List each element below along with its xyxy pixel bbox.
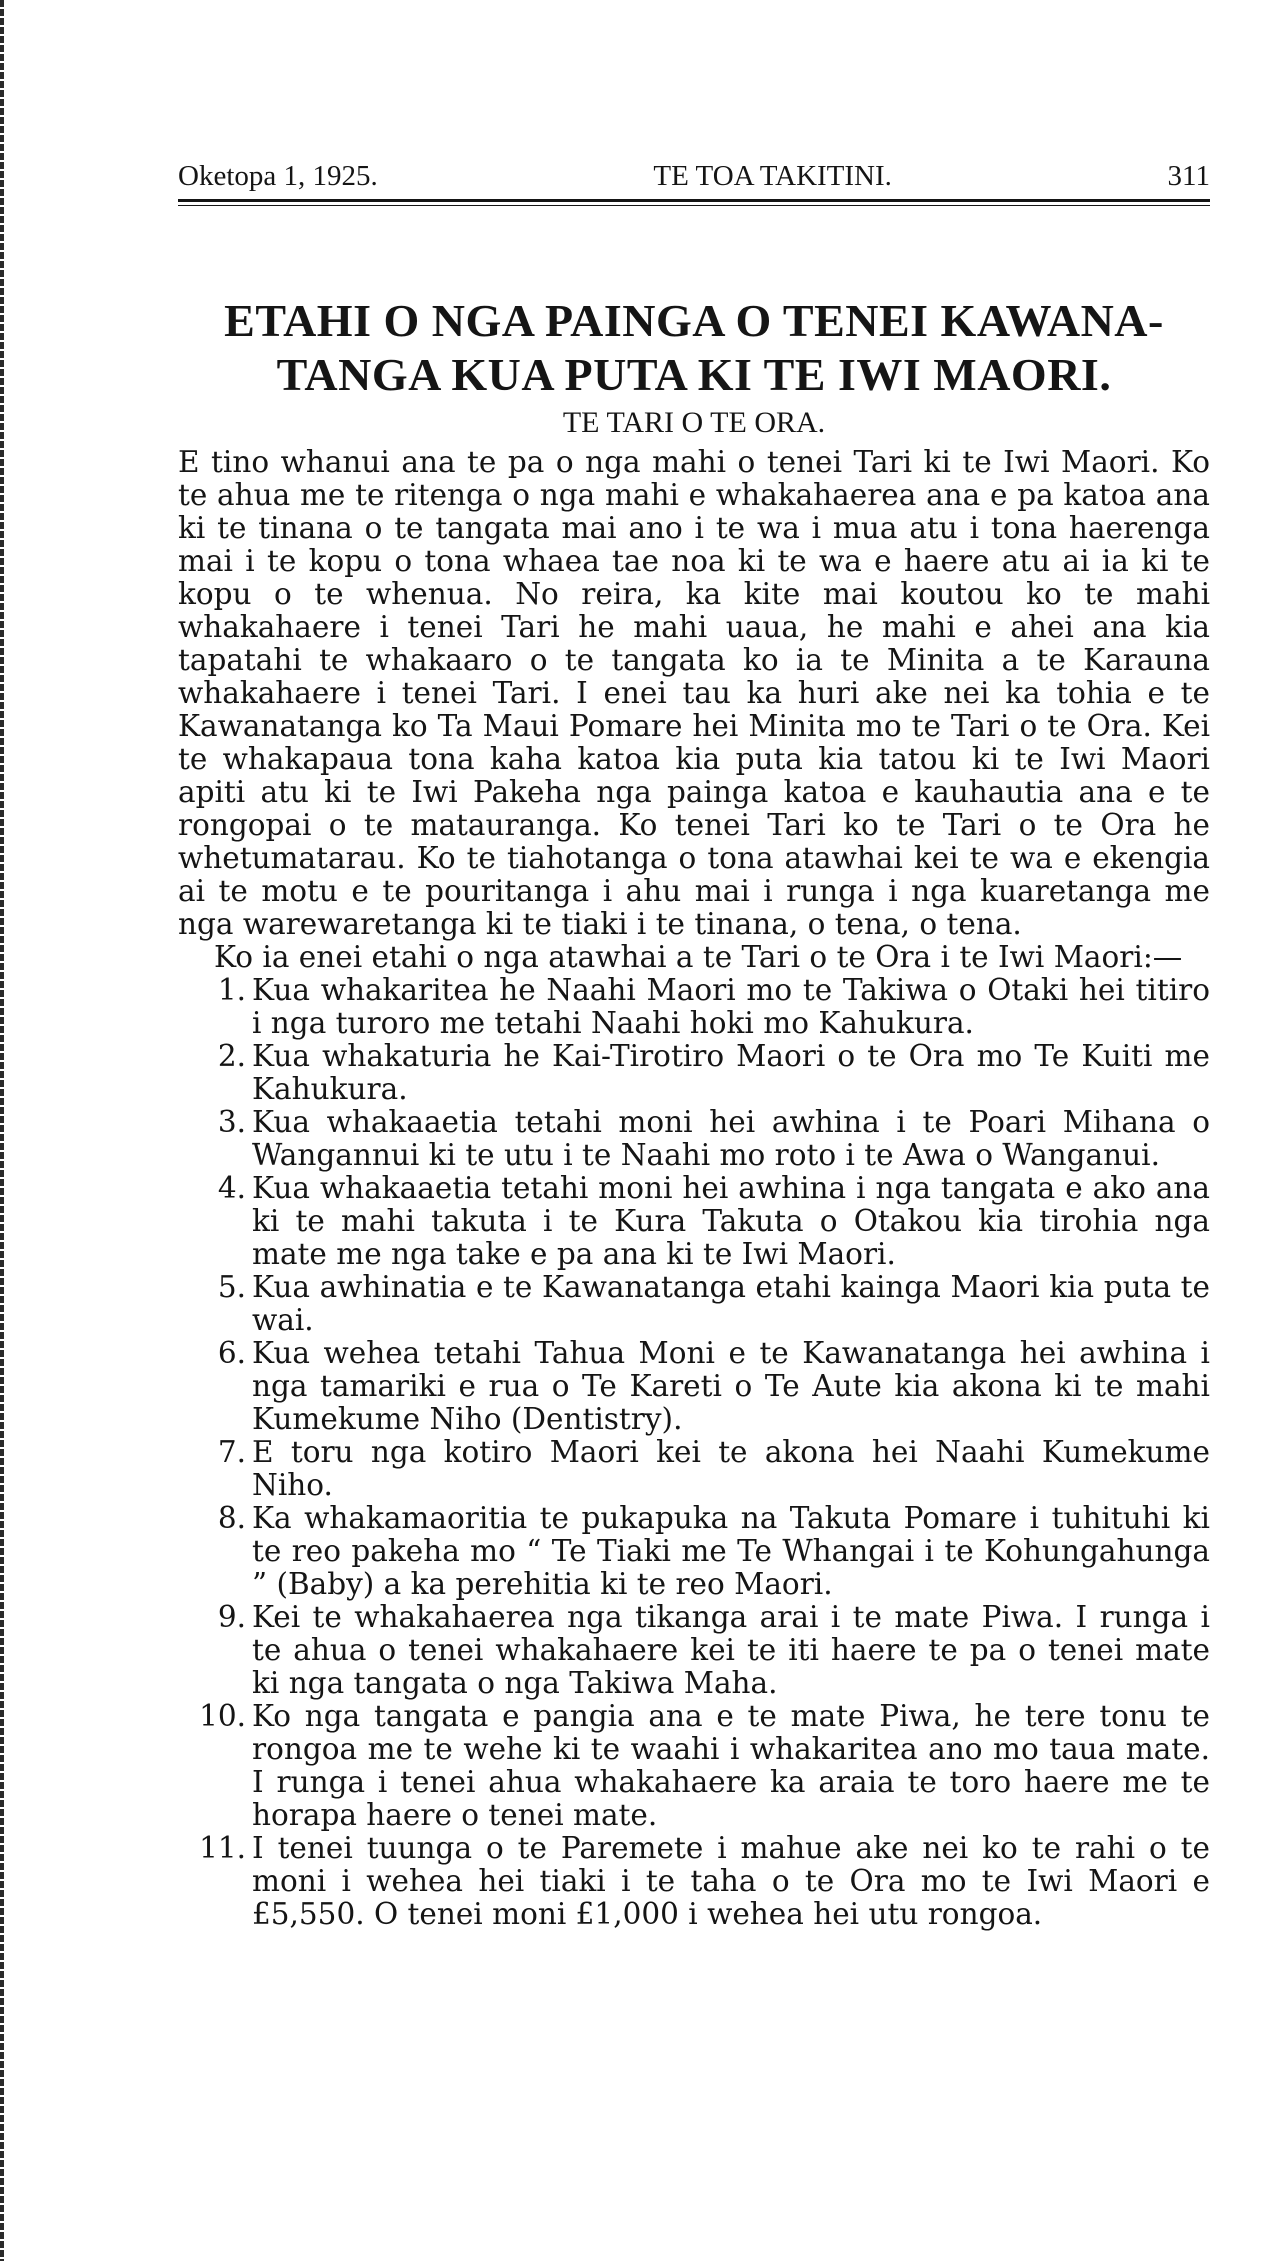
list-item (178, 1271, 1210, 1337)
list-item (178, 1832, 1210, 1931)
list-item-text: Kua wehea tetahi Tahua Moni e te Kawanatanga hei awhina i nga tamariki e rua o Te Kareti o Te Aute kia akona ki te mahi Kumekume Niho (Dentistry). (252, 1336, 1210, 1436)
list-item-text: E toru nga kotiro Maori kei te akona hei Naahi Kumekume Niho. (252, 1435, 1210, 1502)
list-item (178, 1700, 1210, 1832)
list-item (178, 974, 1210, 1040)
list-item-number: 1. (217, 973, 246, 1007)
list-item (178, 1337, 1210, 1436)
list-item-text: Kua whakaaetia tetahi moni hei awhina i te Poari Mihana o Wangannui ki te utu i te Naahi mo roto i te Awa o Wanganui. (252, 1105, 1210, 1172)
article-title (178, 294, 1210, 402)
list-item-number: 3. (217, 1105, 246, 1139)
list-item (178, 1040, 1210, 1106)
benefits-list (178, 974, 1210, 1931)
header-page-number: 311 (1167, 160, 1210, 192)
header-rule (178, 205, 1210, 206)
list-item-text: I tenei tuunga o te Paremete i mahue ake nei ko te rahi o te moni i wehea hei tiaki i te taha o te Ora mo te Iwi Maori e £5,550. O tenei moni £1,000 i wehea hei utu rongoa. (252, 1831, 1210, 1931)
page (178, 160, 1210, 1931)
list-item-text: Ka whakamaoritia te pukapuka na Takuta Pomare i tuhituhi ki te reo pakeha mo “ Te Tiaki me Te Whangai i te Kohungahunga ” (Baby) a ka perehitia ki te reo Maori. (252, 1501, 1210, 1601)
header-publication: TE TOA TAKITINI. (653, 160, 892, 192)
list-item-text: Kei te whakahaerea nga tikanga arai i te mate Piwa. I runga i te ahua o tenei whakahaere kei te iti haere te pa o tenei mate ki nga tangata o nga Takiwa Maha. (252, 1600, 1210, 1700)
list-item-number: 2. (217, 1039, 246, 1073)
header-date: Oketopa 1, 1925. (178, 160, 378, 192)
paragraph-intro: E tino whanui ana te pa o nga mahi o tenei Tari ki te Iwi Maori. Ko te ahua me te ritenga o nga mahi e whakahaerea ana e pa katoa ana ki te tinana o te tangata mai ano i te wa i mua atu i tona haerenga mai i te kopu o tona whaea tae noa ki te wa e haere atu ai ia ki te kopu o te whenua. No reira, ka kite mai koutou ko te mahi whakahaere i tenei Tari he mahi uaua, he mahi e ahei ana kia tapatahi te whakaaro o te tangata ko ia te Minita a te Karauna whakahaere i tenei Tari. I enei tau ka huri ake nei ka tohia e te Kawanatanga ko Ta Maui Pomare hei Minita mo te Tari o te Ora. Kei te whakapaua tona kaha katoa kia puta kia tatou ki te Iwi Maori apiti atu ki te Iwi Pakeha nga painga katoa e kauhautia ana e te rongopai o te matauranga. Ko tenei Tari ko te Tari o te Ora he whetumatarau. Ko te tiahotanga o tona atawhai kei te wa e ekengia ai te motu e te pouritanga i ahu mai i runga i nga kuaretanga me nga warewaretanga ki te tiaki i te tinana, o tena, o tena. (178, 445, 1210, 941)
list-item-text: Kua whakaritea he Naahi Maori mo te Takiwa o Otaki hei titiro i nga turoro me tetahi Naahi hoki mo Kahukura. (252, 973, 1210, 1040)
list-item-number: 9. (217, 1600, 246, 1634)
list-item-text: Kua whakaaetia tetahi moni hei awhina i nga tangata e ako ana ki te mahi takuta i te Kura Takuta o Otakou kia tirohia nga mate me nga take e pa ana ki te Iwi Maori. (252, 1171, 1210, 1271)
list-item (178, 1436, 1210, 1502)
list-item-text: Kua awhinatia e te Kawanatanga etahi kainga Maori kia puta te wai. (252, 1270, 1210, 1337)
list-item-number: 10. (199, 1699, 246, 1733)
list-item (178, 1106, 1210, 1172)
list-item-number: 6. (217, 1336, 246, 1370)
scan-margin-edge (0, 0, 4, 2261)
list-item (178, 1172, 1210, 1271)
article-subtitle: TE TARI O TE ORA. (562, 406, 826, 439)
list-item-number: 5. (217, 1270, 246, 1304)
list-item-text: Ko nga tangata e pangia ana e te mate Piwa, he tere tonu te rongoa me te wehe ki te waahi i whakaritea ano mo taua mate. I runga i tenei ahua whakahaere ka araia te toro haere me te horapa haere o tenei mate. (252, 1699, 1210, 1832)
list-item-text: Kua whakaturia he Kai-Tirotiro Maori o te Ora mo Te Kuiti me Kahukura. (252, 1039, 1210, 1106)
running-header (178, 160, 1210, 202)
article-title-line1: ETAHI O NGA PAINGA O TENEI KAWANA- (224, 295, 1164, 346)
list-item (178, 1601, 1210, 1700)
article-body (178, 446, 1210, 1931)
list-item-number: 8. (217, 1501, 246, 1535)
paragraph-list-lead: Ko ia enei etahi o nga atawhai a te Tari o te Ora i te Iwi Maori:— (214, 940, 1183, 974)
list-item-number: 7. (217, 1435, 246, 1469)
list-item (178, 1502, 1210, 1601)
list-item-number: 4. (217, 1171, 246, 1205)
article-title-line2: TANGA KUA PUTA KI TE IWI MAORI. (276, 349, 1112, 400)
list-item-number: 11. (199, 1831, 246, 1865)
